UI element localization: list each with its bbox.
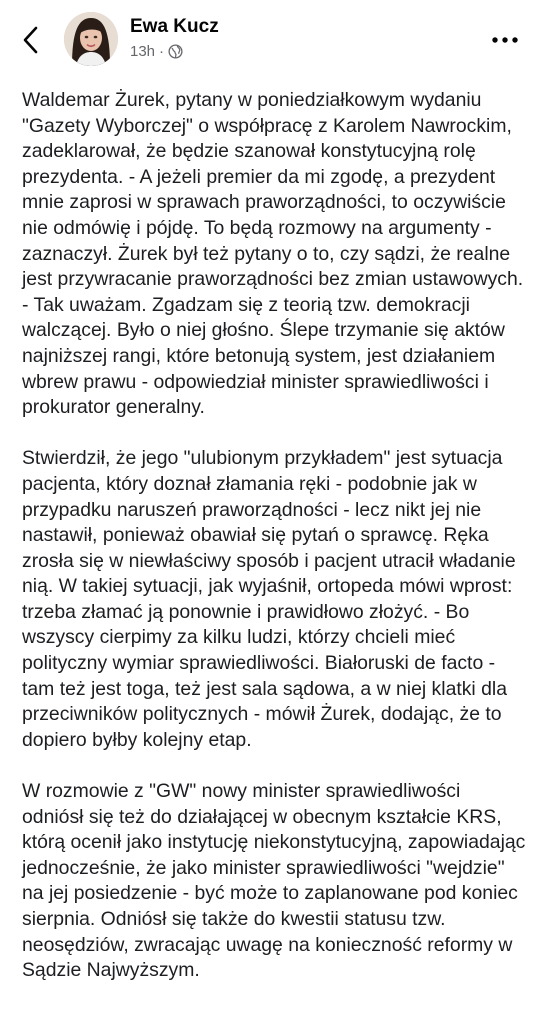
author-name[interactable]: Ewa Kucz: [130, 16, 219, 37]
avatar[interactable]: [64, 12, 118, 66]
more-horizontal-icon: [491, 36, 519, 44]
meta-separator: ·: [159, 43, 165, 60]
post-paragraph: W rozmowie z "GW" nowy minister sprawiedliwości odniósł się też do działającej w obecnym kształcie KRS, którą ocenił jako instytucję niekonstytucyjną, zapowiadając jednocześnie, że jako minister sprawiedliwości "wejdzie" na jej posiedzenie - być może to zaplanowane pod koniec sierpnia. Odniósł się także do kwestii statusu tzw. neosędziów, zwracając uwagę na konieczność reformy w Sądzie Najwyższym.: [22, 780, 526, 982]
globe-icon[interactable]: [168, 44, 183, 59]
post-meta: [130, 43, 183, 60]
post-paragraph: Waldemar Żurek, pytany w poniedziałkowym wydaniu "Gazety Wyborczej" o współpracę z Karolem Nawrockim, zadeklarował, że będzie szanował konstytucyjną rolę prezydenta. - A jeżeli premier da mi zgodę, a prezydent mnie zaprosi w sprawach praworządności, to oczywiście nie odmówię i pójdę. To będą rozmowy na argumenty - zaznaczył. Żurek był też pytany o to, czy sądzi, że realne jest przywracanie praworządności bez zmian ustawowych. - Tak uważam. Zgadzam się z teorią tzw. demokracji walczącej. Było o niej głośno. Ślepe trzymanie się aktów najniższej rangi, które betonują system, jest działaniem wbrew prawu - odpowiedział minister sprawiedliwości i prokurator generalny.: [22, 89, 524, 419]
post-timestamp[interactable]: 13h: [130, 43, 156, 60]
post-text: [22, 88, 527, 1009]
back-button[interactable]: [14, 22, 46, 58]
post-paragraph: Stwierdził, że jego "ulubionym przykładem" jest sytuacja pacjenta, który doznał złamania ręki - podobnie jak w przypadku naruszeń praworządności - lecz nikt jej nie nastawił, ponieważ obawiał się pytań o sprawcę. Ręka zrosła się w niewłaściwy sposób i pacjent utracił władanie nią. W takiej sytuacji, jak wyjaśnił, ortopeda mówi wprost: trzeba złamać ją ponownie i prawidłowo złożyć. - Bo wszyscy cierpimy za kilku ludzi, którzy chcieli mieć polityczny wymiar sprawiedliwości. Białoruski de facto - tam też jest toga, też jest sala sądowa, a w niej klatki dla przeciwników politycznych - mówił Żurek, dodając, że to dopiero byłby kolejny etap.: [22, 447, 516, 751]
chevron-left-icon: [21, 25, 39, 55]
post-header: [0, 0, 539, 80]
avatar-image-icon: [64, 12, 118, 66]
more-options-button[interactable]: [487, 26, 523, 54]
